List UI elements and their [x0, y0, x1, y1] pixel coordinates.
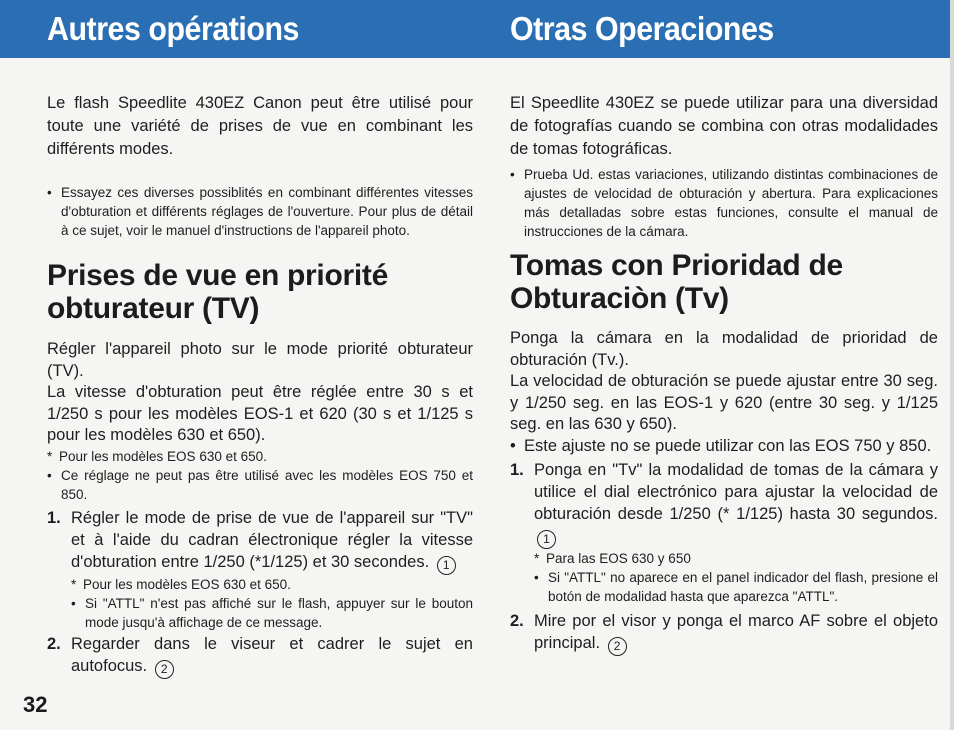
step-1 [510, 459, 938, 549]
page-number: 32 [23, 692, 48, 717]
intro-paragraph: Le flash Speedlite 430EZ Canon peut être utilisé pour toute une variété de prises de vue en combinant les différents modes. [47, 94, 473, 158]
step-text: Ponga en "Tv" la modalidad de tomas de la cámara y utilice el dial electrónico para ajustar la velocidad de obturación desde 1/250 (* 1/125) hasta 30 segundos. [534, 461, 938, 523]
step-text: Mire por el visor y ponga el marco AF sobre el objeto principal. [534, 612, 938, 652]
note-bullet: • Prueba Ud. estas variaciones, utilizando distintas combinaciones de ajustes de velocidad de obturación y abertura. Para explicaciones más detalladas sobre estas funciones, consulte el manual de instrucciones de la cámara. [510, 165, 938, 241]
step-note-bullet: • Si "ATTL" no aparece en el panel indicador del flash, presione el botón de modalidad hasta que aparezca "ATTL". [534, 568, 938, 606]
note-bullet-2: • Este ajuste no se puede utilizar con las EOS 750 y 850. [510, 436, 938, 458]
body-paragraph-2: La vitesse d'obturation peut être réglée entre 30 s et 1/250 s pour les modèles EOS-1 et 620 (30 s et 1/125 s pour les modèles 630 et 650). [47, 383, 473, 444]
step-footnote-star: * Pour les modèles EOS 630 et 650. [71, 575, 473, 594]
intro-paragraph: El Speedlite 430EZ se puede utilizar para una diversidad de fotografías cuando se combina con otras modalidades de tomas fotográficas. [510, 94, 938, 158]
step-number: 1. [510, 461, 524, 479]
step-1 [47, 507, 473, 575]
header-title-spanish: Otras Operaciones [510, 10, 774, 47]
circled-number-icon: 1 [437, 556, 456, 575]
body-paragraph-1: Régler l'appareil photo sur le mode priorité obturateur (TV). [47, 340, 473, 380]
body-paragraph-1: Ponga la cámara en la modalidad de prioridad de obturación (Tv.). [510, 329, 938, 369]
body-paragraph-2: La velocidad de obturación se puede ajustar entre 30 seg. y 1/250 seg. en las EOS-1 y 620 (entre 30 seg. y 1/125 seg. en las 630 y 650). [510, 372, 938, 433]
section-title: Prises de vue en priorité obturateur (TV) [47, 259, 388, 325]
page-edge [950, 0, 954, 730]
step-footnote-star: * Para las EOS 630 y 650 [534, 549, 938, 568]
note-bullet-2: • Ce réglage ne peut pas être utilisé avec les modèles EOS 750 et 850. [47, 466, 473, 504]
circled-number-icon: 1 [537, 530, 556, 549]
footnote-star: * Pour les modèles EOS 630 et 650. [47, 447, 473, 466]
spanish-column [510, 92, 938, 656]
step-number: 1. [47, 508, 61, 527]
step-number: 2. [510, 612, 524, 630]
header-title-french: Autres opérations [47, 10, 299, 47]
circled-number-icon: 2 [155, 660, 174, 679]
step-2 [47, 633, 473, 679]
step-text: Regarder dans le viseur et cadrer le sujet en autofocus. [71, 634, 473, 675]
note-bullet: • Essayez ces diverses possiblités en combinant différentes vitesses d'obturation et différents réglages de l'ouverture. Pour plus de détail à ce sujet, voir le manuel d'instructions de l'appareil photo. [47, 183, 473, 240]
section-title: Tomas con Prioridad de Obturaciòn (Tv) [510, 249, 843, 315]
step-2 [510, 610, 938, 656]
step-text: Régler le mode de prise de vue de l'appareil sur "TV" et à l'aide du cadran électronique régler la vitesse d'obturation entre 1/250 (*1/125) et 30 secondes. [71, 508, 473, 571]
circled-number-icon: 2 [608, 637, 627, 656]
header-banner [0, 0, 954, 58]
step-note-bullet: • Si "ATTL" n'est pas affiché sur le flash, appuyer sur le bouton mode jusqu'à affichage de ce message. [71, 594, 473, 632]
step-number: 2. [47, 634, 61, 653]
french-column [47, 92, 473, 679]
